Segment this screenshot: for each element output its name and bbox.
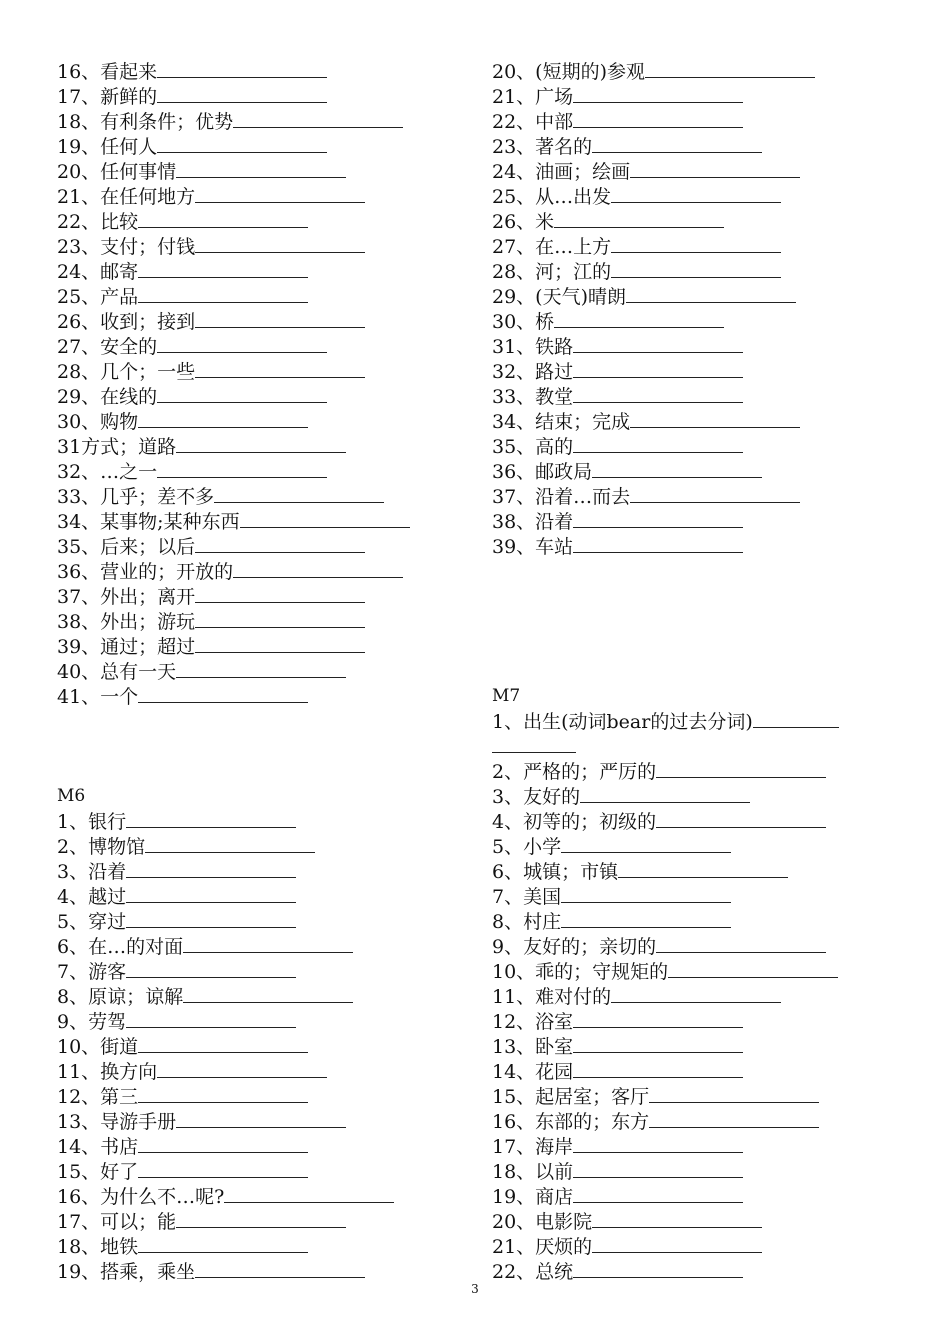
vocab-item bbox=[57, 1109, 457, 1134]
vocab-item bbox=[57, 309, 457, 334]
vocab-item bbox=[492, 1159, 892, 1184]
vocab-prompt: 17、新鲜的 bbox=[57, 86, 158, 108]
vocab-prompt: 7、游客 bbox=[57, 961, 127, 983]
answer-blank[interactable] bbox=[573, 384, 743, 403]
vocab-item bbox=[492, 1059, 892, 1084]
vocab-item bbox=[492, 984, 892, 1009]
answer-blank[interactable] bbox=[573, 109, 743, 128]
answer-blank[interactable] bbox=[573, 1034, 743, 1053]
answer-blank[interactable] bbox=[592, 134, 762, 153]
answer-blank[interactable] bbox=[592, 1209, 762, 1228]
answer-blank[interactable] bbox=[573, 1159, 743, 1178]
answer-blank[interactable] bbox=[195, 184, 365, 203]
answer-blank[interactable] bbox=[157, 59, 327, 78]
answer-blank[interactable] bbox=[195, 234, 365, 253]
vocab-prompt: 31、铁路 bbox=[492, 336, 574, 358]
vocab-item bbox=[492, 384, 892, 409]
answer-blank[interactable] bbox=[138, 1234, 308, 1253]
vocab-item bbox=[57, 334, 457, 359]
vocab-item bbox=[492, 884, 892, 909]
answer-blank[interactable] bbox=[656, 934, 826, 953]
answer-blank[interactable] bbox=[554, 309, 724, 328]
vocab-prompt: 15、好了 bbox=[57, 1161, 139, 1183]
vocab-prompt: 19、任何人 bbox=[57, 136, 158, 158]
answer-blank[interactable] bbox=[611, 259, 781, 278]
left-column bbox=[57, 59, 457, 1284]
answer-blank[interactable] bbox=[195, 309, 365, 328]
answer-blank[interactable] bbox=[573, 1009, 743, 1028]
vocab-prompt: 24、油画；绘画 bbox=[492, 161, 631, 183]
answer-blank[interactable] bbox=[492, 734, 576, 753]
answer-blank[interactable] bbox=[656, 809, 826, 828]
vocab-prompt: 2、严格的；严厉的 bbox=[492, 761, 657, 783]
vocab-prompt: 9、友好的；亲切的 bbox=[492, 936, 657, 958]
vocab-item bbox=[57, 1009, 457, 1034]
vocab-item bbox=[492, 834, 892, 859]
m7-vocabulary-list bbox=[492, 709, 892, 1284]
spacer bbox=[57, 759, 457, 784]
vocab-item bbox=[57, 1209, 457, 1234]
answer-blank[interactable] bbox=[573, 1259, 743, 1278]
answer-blank[interactable] bbox=[157, 384, 327, 403]
spacer bbox=[492, 634, 892, 659]
answer-blank[interactable] bbox=[592, 459, 762, 478]
vocab-item bbox=[57, 109, 457, 134]
vocab-prompt: 28、河；江的 bbox=[492, 261, 612, 283]
vocab-prompt: 8、原谅；谅解 bbox=[57, 986, 184, 1008]
answer-blank[interactable] bbox=[138, 1134, 308, 1153]
answer-blank[interactable] bbox=[138, 409, 308, 428]
vocab-prompt: 23、支付；付钱 bbox=[57, 236, 196, 258]
vocab-item bbox=[57, 234, 457, 259]
answer-blank[interactable] bbox=[195, 609, 365, 628]
right-column bbox=[492, 59, 892, 1284]
vocab-item bbox=[492, 434, 892, 459]
vocab-prompt: 5、小学 bbox=[492, 836, 562, 858]
vocab-prompt: 27、安全的 bbox=[57, 336, 158, 358]
vocab-item bbox=[57, 209, 457, 234]
vocab-item bbox=[492, 1009, 892, 1034]
vocab-prompt: 19、商店 bbox=[492, 1186, 574, 1208]
vocab-item bbox=[57, 609, 457, 634]
answer-blank[interactable] bbox=[626, 284, 796, 303]
vocab-item bbox=[492, 209, 892, 234]
vocab-prompt: 6、在…的对面 bbox=[57, 936, 184, 958]
vocab-item bbox=[57, 959, 457, 984]
answer-blank[interactable] bbox=[554, 209, 724, 228]
vocab-item bbox=[57, 684, 457, 709]
vocab-item bbox=[492, 934, 892, 959]
answer-blank[interactable] bbox=[176, 434, 346, 453]
spacer bbox=[57, 709, 457, 734]
vocab-prompt: 3、沿着 bbox=[57, 861, 127, 883]
vocab-prompt: 34、某事物;某种东西 bbox=[57, 511, 240, 533]
answer-blank[interactable] bbox=[649, 1109, 819, 1128]
vocab-item bbox=[492, 909, 892, 934]
vocab-prompt: 39、通过；超过 bbox=[57, 636, 196, 658]
answer-blank[interactable] bbox=[195, 359, 365, 378]
answer-blank[interactable] bbox=[138, 1034, 308, 1053]
answer-blank[interactable] bbox=[233, 559, 403, 578]
vocab-prompt: 7、美国 bbox=[492, 886, 562, 908]
vocab-item bbox=[57, 834, 457, 859]
vocab-item bbox=[492, 1109, 892, 1134]
vocab-prompt: 10、乖的；守规矩的 bbox=[492, 961, 669, 983]
vocab-prompt: 11、难对付的 bbox=[492, 986, 612, 1008]
vocab-prompt: 16、为什么不…呢? bbox=[57, 1186, 225, 1208]
vocab-item bbox=[492, 1134, 892, 1159]
answer-blank[interactable] bbox=[195, 534, 365, 553]
vocab-item bbox=[57, 1084, 457, 1109]
answer-blank[interactable] bbox=[126, 884, 296, 903]
answer-blank[interactable] bbox=[656, 759, 826, 778]
answer-blank[interactable] bbox=[573, 1059, 743, 1078]
vocab-item bbox=[57, 534, 457, 559]
answer-blank[interactable] bbox=[126, 959, 296, 978]
vocab-item bbox=[57, 1059, 457, 1084]
vocab-prompt: 11、换方向 bbox=[57, 1061, 158, 1083]
vocab-item bbox=[492, 109, 892, 134]
vocab-item bbox=[57, 859, 457, 884]
vocab-prompt: 25、产品 bbox=[57, 286, 139, 308]
vocab-item bbox=[492, 159, 892, 184]
vocab-item bbox=[492, 1234, 892, 1259]
answer-blank[interactable] bbox=[138, 259, 308, 278]
vocab-prompt: 35、后来；以后 bbox=[57, 536, 196, 558]
vocab-prompt: 13、导游手册 bbox=[57, 1111, 177, 1133]
vocab-prompt: 29、在线的 bbox=[57, 386, 158, 408]
spacer bbox=[492, 659, 892, 684]
vocab-item bbox=[492, 759, 892, 784]
vocab-prompt: 20、任何事情 bbox=[57, 161, 177, 183]
vocab-item bbox=[492, 259, 892, 284]
vocab-prompt: 17、可以；能 bbox=[57, 1211, 177, 1233]
vocab-prompt: 17、海岸 bbox=[492, 1136, 574, 1158]
answer-blank[interactable] bbox=[195, 584, 365, 603]
vocab-item bbox=[492, 84, 892, 109]
vocab-prompt: 40、总有一天 bbox=[57, 661, 177, 683]
vocab-prompt: 38、外出；游玩 bbox=[57, 611, 196, 633]
vocab-prompt: 6、城镇；市镇 bbox=[492, 861, 619, 883]
answer-blank[interactable] bbox=[157, 459, 327, 478]
answer-blank[interactable] bbox=[214, 484, 384, 503]
vocab-prompt: 22、中部 bbox=[492, 111, 574, 133]
answer-blank[interactable] bbox=[126, 1009, 296, 1028]
vocab-prompt: 14、书店 bbox=[57, 1136, 139, 1158]
vocab-item bbox=[57, 934, 457, 959]
answer-blank[interactable] bbox=[233, 109, 403, 128]
answer-blank[interactable] bbox=[176, 1109, 346, 1128]
vocab-item bbox=[57, 284, 457, 309]
answer-blank[interactable] bbox=[195, 634, 365, 653]
vocab-prompt: 32、路过 bbox=[492, 361, 574, 383]
vocab-item bbox=[492, 309, 892, 334]
spacer bbox=[492, 609, 892, 634]
answer-blank[interactable] bbox=[145, 834, 315, 853]
vocab-item bbox=[57, 434, 457, 459]
vocab-item bbox=[492, 1084, 892, 1109]
vocab-item bbox=[492, 859, 892, 884]
vocab-prompt: 14、花园 bbox=[492, 1061, 574, 1083]
m7-heading: M7 bbox=[492, 686, 521, 706]
vocab-item bbox=[57, 909, 457, 934]
answer-blank[interactable] bbox=[592, 1234, 762, 1253]
vocab-item bbox=[57, 1234, 457, 1259]
vocab-prompt: 29、(天气)晴朗 bbox=[492, 286, 627, 308]
m6-vocabulary-list-part1 bbox=[57, 809, 457, 1284]
vocab-prompt: 26、米 bbox=[492, 211, 555, 233]
vocab-item bbox=[57, 59, 457, 84]
vocab-prompt: 28、几个；一些 bbox=[57, 361, 196, 383]
answer-blank[interactable] bbox=[561, 834, 731, 853]
answer-blank[interactable] bbox=[753, 709, 839, 728]
vocab-prompt: 37、沿着…而去 bbox=[492, 486, 631, 508]
answer-blank[interactable] bbox=[630, 409, 800, 428]
vocab-prompt: 22、比较 bbox=[57, 211, 139, 233]
vocab-prompt: 16、看起来 bbox=[57, 61, 158, 83]
vocab-prompt: 3、友好的 bbox=[492, 786, 581, 808]
vocab-prompt: 1、银行 bbox=[57, 811, 127, 833]
answer-blank[interactable] bbox=[630, 159, 800, 178]
answer-blank[interactable] bbox=[224, 1184, 394, 1203]
vocab-prompt: 8、村庄 bbox=[492, 911, 562, 933]
answer-blank[interactable] bbox=[649, 1084, 819, 1103]
vocab-item bbox=[492, 809, 892, 834]
vocab-item bbox=[57, 359, 457, 384]
vocab-item bbox=[492, 284, 892, 309]
vocab-prompt: 20、(短期的)参观 bbox=[492, 61, 646, 83]
vocab-prompt: 30、购物 bbox=[57, 411, 139, 433]
vocab-item bbox=[57, 1034, 457, 1059]
vocab-item bbox=[492, 959, 892, 984]
vocab-item bbox=[57, 1259, 457, 1284]
vocab-item bbox=[492, 334, 892, 359]
answer-blank[interactable] bbox=[611, 234, 781, 253]
answer-blank[interactable] bbox=[157, 84, 327, 103]
vocab-prompt: 5、穿过 bbox=[57, 911, 127, 933]
vocab-item bbox=[57, 1159, 457, 1184]
m6-heading: M6 bbox=[57, 786, 86, 806]
answer-blank[interactable] bbox=[176, 1209, 346, 1228]
answer-blank[interactable] bbox=[138, 684, 308, 703]
answer-blank[interactable] bbox=[645, 59, 815, 78]
answer-blank[interactable] bbox=[138, 1084, 308, 1103]
answer-blank[interactable] bbox=[138, 209, 308, 228]
answer-blank[interactable] bbox=[573, 84, 743, 103]
vocab-item bbox=[492, 359, 892, 384]
vocab-item bbox=[492, 1259, 892, 1284]
vocab-prompt: 36、邮政局 bbox=[492, 461, 593, 483]
answer-blank[interactable] bbox=[126, 859, 296, 878]
answer-blank[interactable] bbox=[611, 184, 781, 203]
vocab-item bbox=[492, 1034, 892, 1059]
vocab-item bbox=[57, 134, 457, 159]
answer-blank[interactable] bbox=[573, 434, 743, 453]
spacer bbox=[492, 584, 892, 609]
vocab-prompt: 16、东部的；东方 bbox=[492, 1111, 650, 1133]
answer-blank[interactable] bbox=[573, 1184, 743, 1203]
vocab-prompt: 33、几乎；差不多 bbox=[57, 486, 215, 508]
vocab-item bbox=[492, 1184, 892, 1209]
answer-blank[interactable] bbox=[157, 134, 327, 153]
answer-blank[interactable] bbox=[573, 334, 743, 353]
vocab-prompt: 32、…之一 bbox=[57, 461, 158, 483]
vocab-prompt: 23、著名的 bbox=[492, 136, 593, 158]
answer-blank[interactable] bbox=[668, 959, 838, 978]
answer-blank[interactable] bbox=[126, 909, 296, 928]
spacer bbox=[492, 559, 892, 584]
answer-blank[interactable] bbox=[573, 1134, 743, 1153]
vocab-item bbox=[57, 84, 457, 109]
vocab-prompt: 2、博物馆 bbox=[57, 836, 146, 858]
vocab-prompt: 19、搭乘，乘坐 bbox=[57, 1261, 196, 1283]
vocab-item bbox=[57, 459, 457, 484]
vocab-prompt: 21、广场 bbox=[492, 86, 574, 108]
vocab-prompt: 27、在…上方 bbox=[492, 236, 612, 258]
vocab-prompt: 26、收到；接到 bbox=[57, 311, 196, 333]
vocab-item bbox=[57, 584, 457, 609]
vocab-item bbox=[57, 634, 457, 659]
vocab-item bbox=[492, 784, 892, 809]
answer-blank[interactable] bbox=[240, 509, 410, 528]
vocab-prompt: 9、劳驾 bbox=[57, 1011, 127, 1033]
vocab-prompt: 41、一个 bbox=[57, 686, 139, 708]
vocab-prompt: 34、结束；完成 bbox=[492, 411, 631, 433]
vocab-item bbox=[492, 134, 892, 159]
vocab-prompt: 33、教堂 bbox=[492, 386, 574, 408]
answer-blank[interactable] bbox=[157, 1059, 327, 1078]
answer-blank[interactable] bbox=[630, 484, 800, 503]
vocab-prompt: 15、起居室；客厅 bbox=[492, 1086, 650, 1108]
vocab-item bbox=[492, 509, 892, 534]
m6-vocabulary-list-part2 bbox=[492, 59, 892, 559]
vocab-prompt: 12、第三 bbox=[57, 1086, 139, 1108]
vocab-item bbox=[492, 1209, 892, 1234]
answer-blank[interactable] bbox=[138, 284, 308, 303]
answer-blank[interactable] bbox=[611, 984, 781, 1003]
answer-blank[interactable] bbox=[561, 884, 731, 903]
vocab-prompt: 38、沿着 bbox=[492, 511, 574, 533]
vocab-prompt: 20、电影院 bbox=[492, 1211, 593, 1233]
vocab-prompt: 21、厌烦的 bbox=[492, 1236, 593, 1258]
answer-blank[interactable] bbox=[176, 659, 346, 678]
vocab-item bbox=[57, 984, 457, 1009]
vocab-item bbox=[492, 184, 892, 209]
answer-blank[interactable] bbox=[561, 909, 731, 928]
vocab-item bbox=[57, 259, 457, 284]
m5-vocabulary-list bbox=[57, 59, 457, 709]
vocab-prompt: 37、外出；离开 bbox=[57, 586, 196, 608]
vocab-prompt: 18、有利条件；优势 bbox=[57, 111, 234, 133]
vocab-item bbox=[492, 534, 892, 559]
answer-blank[interactable] bbox=[126, 809, 296, 828]
vocab-prompt: 39、车站 bbox=[492, 536, 574, 558]
page-number: 3 bbox=[471, 1282, 479, 1296]
vocab-item bbox=[492, 459, 892, 484]
answer-blank-continuation bbox=[492, 734, 892, 759]
vocab-item bbox=[57, 809, 457, 834]
answer-blank[interactable] bbox=[138, 1159, 308, 1178]
vocab-item bbox=[492, 709, 892, 734]
vocab-item bbox=[57, 559, 457, 584]
vocab-prompt: 1、出生(动词bear的过去分词) bbox=[492, 711, 753, 733]
answer-blank[interactable] bbox=[580, 784, 750, 803]
answer-blank[interactable] bbox=[157, 334, 327, 353]
vocab-prompt: 4、越过 bbox=[57, 886, 127, 908]
vocab-item bbox=[57, 659, 457, 684]
answer-blank[interactable] bbox=[176, 159, 346, 178]
vocab-item bbox=[492, 234, 892, 259]
vocab-prompt: 21、在任何地方 bbox=[57, 186, 196, 208]
vocab-item bbox=[57, 484, 457, 509]
vocab-prompt: 24、邮寄 bbox=[57, 261, 139, 283]
vocab-item bbox=[492, 409, 892, 434]
answer-blank[interactable] bbox=[618, 859, 788, 878]
vocab-prompt: 31方式；道路 bbox=[57, 436, 177, 458]
vocab-prompt: 22、总统 bbox=[492, 1261, 574, 1283]
vocab-item bbox=[57, 184, 457, 209]
vocab-prompt: 10、街道 bbox=[57, 1036, 139, 1058]
vocab-prompt: 25、从…出发 bbox=[492, 186, 612, 208]
vocab-item bbox=[57, 884, 457, 909]
vocab-prompt: 12、浴室 bbox=[492, 1011, 574, 1033]
vocab-prompt: 13、卧室 bbox=[492, 1036, 574, 1058]
answer-blank[interactable] bbox=[195, 1259, 365, 1278]
vocab-item bbox=[57, 384, 457, 409]
vocab-prompt: 30、桥 bbox=[492, 311, 555, 333]
vocab-item bbox=[57, 409, 457, 434]
answer-blank[interactable] bbox=[573, 534, 743, 553]
vocab-item bbox=[57, 509, 457, 534]
vocab-item bbox=[57, 159, 457, 184]
vocab-item bbox=[57, 1184, 457, 1209]
vocab-prompt: 18、地铁 bbox=[57, 1236, 139, 1258]
vocab-prompt: 18、以前 bbox=[492, 1161, 574, 1183]
answer-blank[interactable] bbox=[183, 934, 353, 953]
answer-blank[interactable] bbox=[573, 509, 743, 528]
vocab-item bbox=[492, 59, 892, 84]
vocab-item bbox=[492, 484, 892, 509]
vocab-item bbox=[57, 1134, 457, 1159]
vocab-prompt: 36、营业的；开放的 bbox=[57, 561, 234, 583]
answer-blank[interactable] bbox=[183, 984, 353, 1003]
vocab-prompt: 4、初等的；初级的 bbox=[492, 811, 657, 833]
vocab-prompt: 35、高的 bbox=[492, 436, 574, 458]
spacer bbox=[57, 734, 457, 759]
answer-blank[interactable] bbox=[573, 359, 743, 378]
